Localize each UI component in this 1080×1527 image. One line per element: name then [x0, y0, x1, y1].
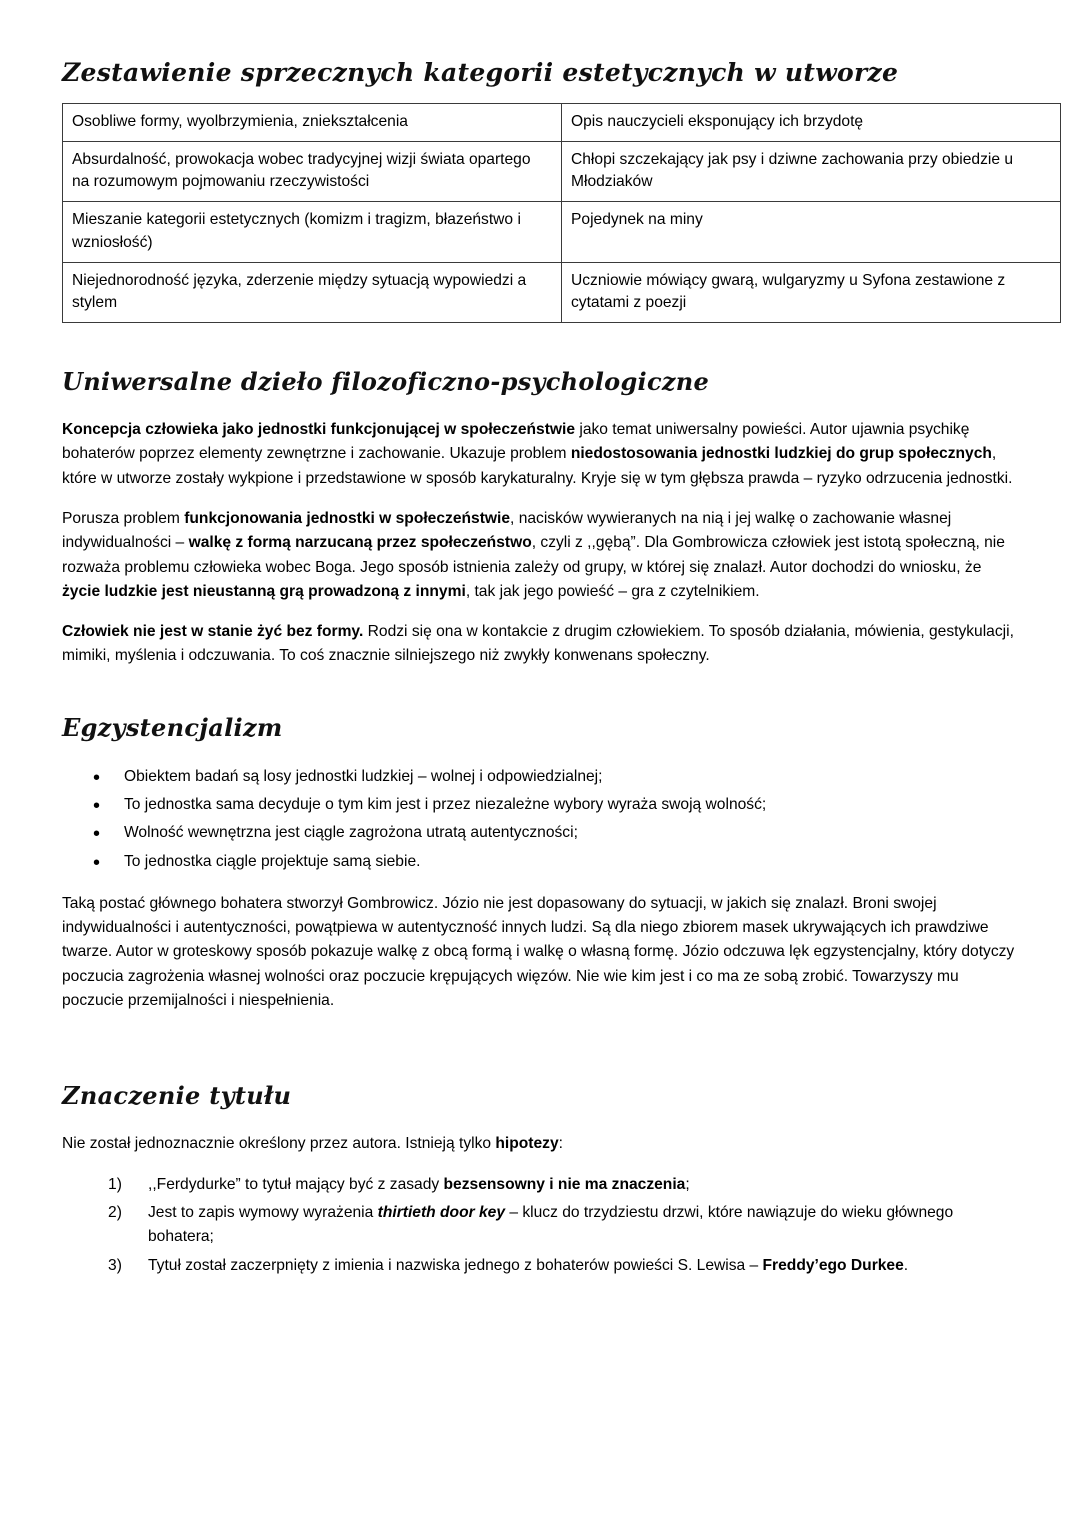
bold-phrase: walkę z formą narzucaną przez społeczeństwo	[188, 534, 532, 552]
section-heading-egzystencjalizm: Egzystencjalizm	[62, 712, 283, 742]
table-cell-right: Uczniowie mówiący gwarą, wulgaryzmy u Syfona zestawione z cytatami z poezji	[562, 262, 1061, 322]
section-heading-uniwersalne: Uniwersalne dzieło filozoficzno-psychologiczne	[62, 366, 710, 396]
text-run: :	[558, 1135, 563, 1153]
list-item: • Wolność wewnętrzna jest ciągle zagrożona utratą autentyczności;	[124, 820, 1018, 845]
text-run: Nie został jednoznacznie określony przez autora. Istnieją tylko	[62, 1135, 496, 1153]
text-run: ;	[685, 1175, 690, 1193]
table-cell-right: Opis nauczycieli eksponujący ich brzydotę	[562, 104, 1061, 142]
bold-phrase: życie ludzkie jest nieustanną grą prowadzoną z innymi	[62, 582, 466, 600]
table-body	[63, 104, 1061, 323]
table-cell-left: Absurdalność, prowokacja wobec tradycyjnej wizji świata opartego na rozumowym pojmowaniu rzeczywistości	[63, 142, 562, 202]
paragraph-jozio: Taką postać głównego bohatera stworzył Gombrowicz. Józio nie jest dopasowany do sytuacji, w jakich się znalazł. Broni swojej indywidualności i autentyczności, powątpiewa w autentyczność innych ludzi. Są dla niego zbiorem masek ukrywających ich prawdziwe twarze. Autor w groteskowy sposób pokazuje walkę z obcą formą i walkę o własną formę. Józio odczuwa lęk egzystencjalny, który dotyczy poczucia zagrożenia własnej wolności oraz poczucie krępujących więzów. Nie wie kim jest i co ma ze sobą zrobić. Towarzyszy mu poczucie przemijalności i niespełnienia.	[62, 894, 1015, 1010]
list-item: • To jednostka ciągle projektuje samą siebie.	[124, 849, 1018, 874]
table-cell-right: Pojedynek na miny	[562, 202, 1061, 262]
section-egzystencjalizm	[62, 713, 1018, 1014]
bold-phrase: Człowiek nie jest w stanie żyć bez formy.	[62, 623, 364, 641]
bold-phrase: hipotezy	[495, 1135, 559, 1153]
table-cell-right: Chłopi szczekający jak psy i dziwne zachowania przy obiedzie u Młodziaków	[562, 142, 1061, 202]
bold-phrase: bezsensowny i nie ma znaczenia	[443, 1175, 686, 1193]
table-row	[63, 202, 1061, 262]
table-row	[63, 104, 1061, 142]
bold-phrase: funkcjonowania jednostki w społeczeństwie	[184, 509, 511, 527]
text-run: .	[903, 1256, 909, 1274]
table-cell-left: Niejednorodność języka, zderzenie między sytuacją wypowiedzi a stylem	[63, 262, 562, 322]
table-cell-left: Osobliwe formy, wyolbrzymienia, zniekształcenia	[63, 104, 562, 142]
bold-phrase: Freddy’ego Durkee	[762, 1256, 904, 1274]
text-run: , które w utworze zostały wykpione i przedstawione w sposób karykaturalny. Kryje się w tym głębsza prawda – ryzyko odrzucenia jednostki.	[62, 445, 1013, 487]
egzystencjalizm-list	[62, 764, 1018, 874]
text-run: , czyli z ,,gębą”. Dla Gombrowicza człowiek jest istotą społeczną, nie rozważa problemu człowieka wobec Boga. Jego sposób istnienia zależy od grupy, w której się znalazł. Autor dochodzi do wniosku, że	[62, 534, 1005, 576]
kategorie-table	[62, 103, 1061, 323]
list-item: • Obiektem badań są losy jednostki ludzkiej – wolnej i odpowiedzialnej;	[124, 764, 1018, 789]
bold-phrase: niedostosowania jednostki ludzkiej do grup społecznych	[570, 445, 992, 463]
paragraph-funkcjonowanie	[62, 507, 1018, 604]
text-run: Jest to zapis wymowy wyrażenia	[148, 1203, 378, 1221]
section-uniwersalne-dzielo	[62, 367, 1018, 669]
list-item	[148, 1201, 1018, 1250]
text-run: Porusza problem	[62, 509, 185, 527]
text-run: Rodzi się ona w kontakcie z drugim człowiekiem. To sposób działania, mówienia, gestykulacji, mimiki, myślenia i odczuwania. To coś znacznie silniejszego niż zwykły konwenans społeczny.	[62, 623, 1014, 665]
hipotezy-list	[62, 1173, 1018, 1278]
text-run: , tak jak jego powieść – gra z czytelnikiem.	[465, 582, 760, 600]
bold-phrase: Koncepcja człowieka jako jednostki funkcjonującej w społeczeństwie	[62, 420, 576, 438]
text-run: Tytuł został zaczerpnięty z imienia i nazwiska jednego z bohaterów powieści S. Lewisa –	[148, 1256, 763, 1274]
section-znaczenie-tytulu	[62, 1081, 1018, 1278]
list-item: • To jednostka sama decyduje o tym kim jest i przez niezależne wybory wyraża swoją wolność;	[124, 792, 1018, 817]
text-run: – klucz do trzydziestu drzwi, które nawiązuje do wieku głównego bohatera;	[148, 1203, 954, 1246]
paragraph-forma	[62, 620, 1018, 669]
list-item	[148, 1173, 1018, 1197]
paragraph-hipotezy-intro	[62, 1132, 1018, 1156]
spacer	[62, 1029, 1018, 1081]
list-item	[148, 1254, 1018, 1278]
text-run: jako temat uniwersalny powieści. Autor ujawnia psychikę bohaterów poprzez elementy zewnętrzne i zachowanie. Ukazuje problem	[62, 420, 970, 463]
text-run: ,,Ferdydurke” to tytuł mający być z zasady	[148, 1175, 444, 1193]
table-row	[63, 142, 1061, 202]
text-run: , nacisków wywieranych na nią i jej walkę o zachowanie własnej indywidualności –	[62, 509, 952, 552]
bold-italic-phrase: thirtieth door key	[377, 1203, 506, 1221]
table-row	[63, 262, 1061, 322]
section-heading-znaczenie: Znaczenie tytułu	[62, 1081, 292, 1111]
table-cell-left: Mieszanie kategorii estetycznych (komizm i tragizm, błazeństwo i wzniosłość)	[63, 202, 562, 262]
section-heading-kategorie: Zestawienie sprzecznych kategorii estetycznych w utworze	[62, 58, 899, 87]
paragraph-koncepcja	[62, 418, 1018, 491]
